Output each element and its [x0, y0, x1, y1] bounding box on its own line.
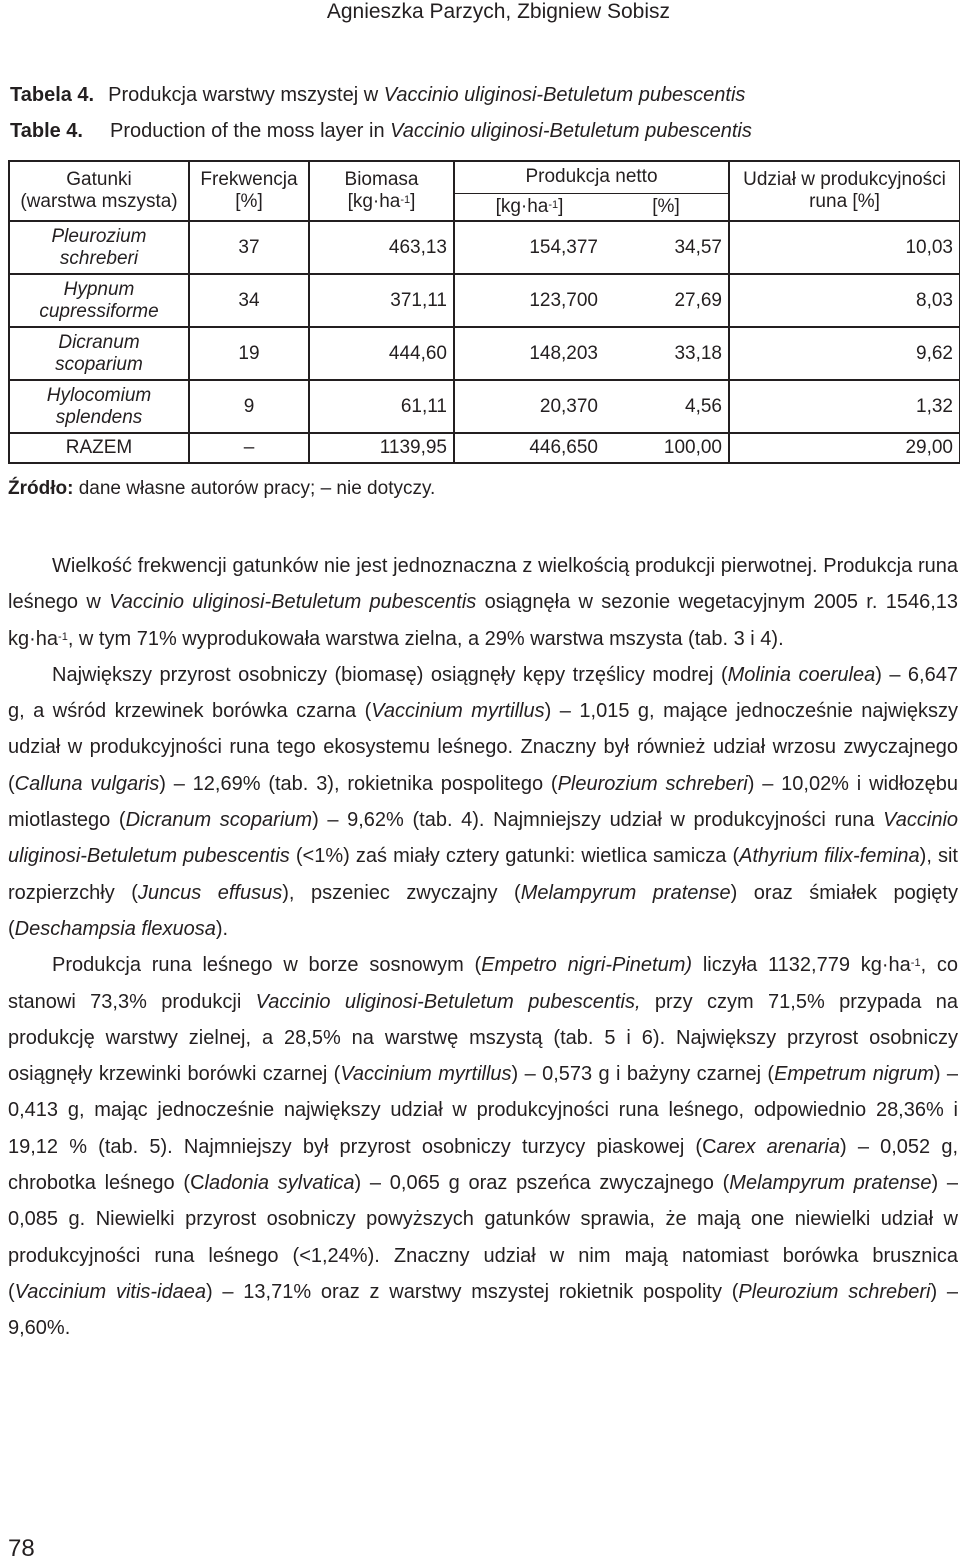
source-text: dane własne autorów pracy; – nie dotyczy. — [73, 478, 436, 499]
frequency-cell: 19 — [189, 327, 309, 380]
caption-label-pl: Tabela 4. — [10, 84, 95, 106]
frequency-cell: 9 — [189, 380, 309, 433]
share-cell: 10,03 — [729, 221, 960, 274]
total-production-pct: 100,00 — [604, 433, 729, 463]
production-pct-cell: 4,56 — [604, 380, 729, 433]
total-biomass: 1139,95 — [309, 433, 454, 463]
header-biomass: Biomasa $[kg\cdot ha^{-1}]$ — [309, 161, 454, 221]
article-body — [8, 548, 958, 1347]
total-label: RAZEM — [9, 433, 189, 463]
paragraph-2: Największy przyrost osobniczy (biomasę) osiągnęły kępy trzęślicy modrej (Molinia coerulea) – 6,647 g, a wśród krzewinek borówka czarna (Vaccinium myrtillus) – 1,015 g, mające jednocześnie największy udział w produkcyjności runa tego ekosystemu leśnego. Znaczny był również udział wrzosu zwyczajnego (Calluna vulgaris) – 12,69% (tab. 3), rokietnika pospolitego (Pleurozium schreberi) – 10,02% i widłozębu miotlastego (Dicranum scoparium) – 9,62% (tab. 4). Najmniejszy udział w produkcyjności runa Vaccinio uliginosi-Betuletum pubescentis (<1%) zaś miały cztery gatunki: wietlica samicza (Athyrium filix-femina), sit rozpierzchły (Juncus effusus), pszeniec zwyczajny (Melampyrum pratense) oraz śmiałek pogięty (Deschampsia flexuosa). — [8, 663, 959, 940]
running-header: Agnieszka Parzych, Zbigniew Sobisz — [326, 0, 670, 23]
header-net-pct: [%] — [604, 193, 729, 221]
paragraph-3: Produkcja runa leśnego w borze sosnowym (Empetro nigri-Pinetum) liczyła 1132,779 $kg\cdot ha^{-1}$, co stanowi 73,3% produkcji Vaccinio uliginosi-Betuletum pubescentis, przy czym 71,5% przypada na produkcję warstwy zielnej, a 28,5% na warstwę mszystą (tab. 5 i 6). Największy przyrost osobniczy osiągnęły krzewinki borówki czarnej (Vaccinium myrtillus) – 0,573 g i bażyny czarnej (Empetrum nigrum) – 0,413 g, mając jednocześnie największy udział w produkcyjności runa leśnego, odpowiednio 28,36% i 19,12 % (tab. 5). Najmniejszy był przyrost osobniczy turzycy piaskowej (Carex arenaria) – 0,052 g, chrobotka leśnego (Cladonia sylvatica) – 0,065 g oraz pszeńca zwyczajnego (Melampyrum pratense) – 0,085 g. Niewielki przyrost osobniczy powyższych gatunków sprawia, że mają one niewielki udział w produkcyjności runa leśnego (<1,24%). Znaczny udział w nim mają natomiast borówka brusznica (Vaccinium vitis-idaea) – 13,71% oraz z warstwy mszystej rokietnik pospolity (Pleurozium schreberi) – 9,60%. — [8, 954, 959, 1340]
caption-italic-en: Vaccinio uliginosi-Betuletum pubescentis — [390, 120, 752, 142]
biomass-cell: 371,11 — [309, 274, 454, 327]
table-source-note — [8, 478, 435, 500]
share-cell: 9,62 — [729, 327, 960, 380]
production-cell: 123,700 — [454, 274, 604, 327]
share-cell: 8,03 — [729, 274, 960, 327]
caption-text-en: Production of the moss layer in — [110, 120, 391, 142]
biomass-cell: 61,11 — [309, 380, 454, 433]
species-name: Pleurozium schreberi — [9, 221, 189, 274]
caption-label-en: Table 4. — [10, 120, 83, 142]
table-row — [9, 274, 960, 327]
page-number: 78 — [8, 1535, 35, 1562]
header-share: Udział w produkcyjności runa [%] — [729, 161, 960, 221]
table-total-row — [9, 433, 960, 463]
frequency-cell: 37 — [189, 221, 309, 274]
share-cell: 1,32 — [729, 380, 960, 433]
species-name: Dicranum scoparium — [9, 327, 189, 380]
production-cell: 148,203 — [454, 327, 604, 380]
production-cell: 154,377 — [454, 221, 604, 274]
header-frequency: Frekwencja [%] — [189, 161, 309, 221]
caption-italic-pl: Vaccinio uliginosi-Betuletum pubescentis — [383, 84, 746, 106]
biomass-cell: 463,13 — [309, 221, 454, 274]
source-label: Źródło: — [8, 478, 74, 499]
total-share: 29,00 — [729, 433, 960, 463]
production-pct-cell: 33,18 — [604, 327, 729, 380]
biomass-cell: 444,60 — [309, 327, 454, 380]
species-name: Hylocomium splendens — [9, 380, 189, 433]
header-net-kg: $[kg\cdot ha^{-1}]$ — [454, 193, 604, 221]
table-row — [9, 221, 960, 274]
table-row — [9, 327, 960, 380]
production-pct-cell: 27,69 — [604, 274, 729, 327]
production-pct-cell: 34,57 — [604, 221, 729, 274]
production-cell: 20,370 — [454, 380, 604, 433]
table-row — [9, 380, 960, 433]
header-species: Gatunki (warstwa mszysta) — [9, 161, 189, 221]
paragraph-1: Wielkość frekwencji gatunków nie jest jednoznaczna z wielkością produkcji pierwotnej. Produkcja runa leśnego w Vaccinio uliginosi-Betuletum pubescentis osiągnęła w sezonie wegetacyjnym 2005 r. 1546,13 $kg\cdot ha^{-1}$, w tym 71% wyprodukowała warstwa zielna, a 29% warstwa mszysta (tab. 3 i 4). — [8, 555, 958, 650]
frequency-cell: 34 — [189, 274, 309, 327]
moss-production-table — [8, 160, 960, 464]
species-name: Hypnum cupressiforme — [9, 274, 189, 327]
total-frequency: – — [189, 433, 309, 463]
header-net-production: Produkcja netto — [454, 161, 729, 193]
table-caption-pl — [10, 84, 745, 107]
table-caption-en — [10, 120, 752, 143]
total-production: 446,650 — [454, 433, 604, 463]
caption-text-pl: Produkcja warstwy mszystej w — [108, 84, 384, 106]
